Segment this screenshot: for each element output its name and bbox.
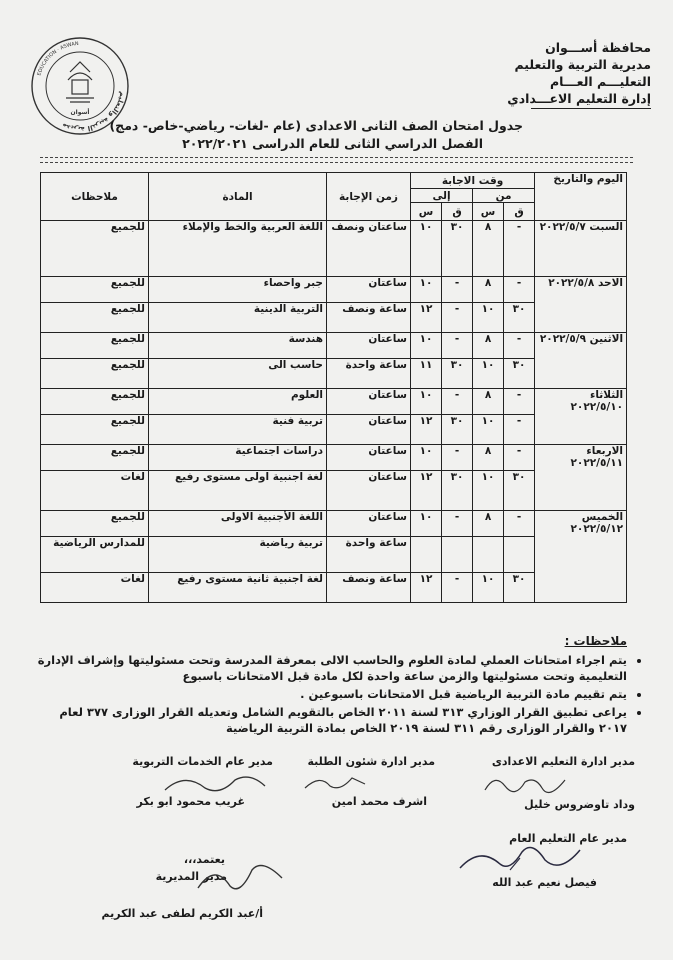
duration-cell: ساعتان (327, 333, 411, 359)
to-minute-cell (442, 537, 473, 573)
to-hour-cell (411, 537, 442, 573)
duration-cell: ساعتان (327, 277, 411, 303)
logo-ring-text-en: EDUCATION · ASWAN (36, 40, 79, 77)
note-item: • يتم تقييم مادة التربية الرياضية قبل الامتحانات باسبوعين . (34, 686, 627, 702)
header-day-date: اليوم والتاريخ (535, 173, 627, 221)
note-cell: للمدارس الرياضية (41, 537, 149, 573)
from-hour-cell: ١٠ (473, 471, 504, 511)
to-minute-cell: - (442, 389, 473, 415)
duration-cell: ساعتان (327, 511, 411, 537)
notes-title: ملاحظات : (564, 634, 627, 648)
header-governorate: محافظة أســـوان (545, 40, 651, 55)
signature-3-role: مدير عام الخدمات التربوية (132, 755, 273, 768)
table-row (41, 445, 627, 471)
table-row (41, 511, 627, 537)
signature-4-icon (450, 838, 590, 878)
from-minute-cell: ٣٠ (504, 359, 535, 389)
duration-cell: ساعة ونصف (327, 573, 411, 603)
from-hour-cell: ٨ (473, 445, 504, 471)
header-notes: ملاحظات (41, 173, 149, 221)
from-minute-cell: ٣٠ (504, 471, 535, 511)
subject-cell: جبر واحصاء (149, 277, 327, 303)
to-minute-cell: - (442, 303, 473, 333)
from-minute-cell (504, 537, 535, 573)
signature-1-role: مدير ادارة التعليم الاعدادى (491, 755, 635, 768)
to-hour-cell: ١٢ (411, 303, 442, 333)
subject-cell: اللغة العربية والخط والإملاء (149, 221, 327, 277)
logo-ring-text: مديرية التربية والتعليم (60, 90, 127, 134)
duration-cell: ساعتان (327, 445, 411, 471)
table-row (41, 389, 627, 415)
to-minute-cell: - (442, 511, 473, 537)
note-item: • يتم اجراء امتحانات العملي لمادة العلوم والحاسب الالى بمعرفة المدرسة وتحت مسئوليتها وإشراف الإدارة التعليمية وتحت مسئوليتها والزمن ساعة واحدة لكل مادة قبل الامتحانات باسبوع (34, 652, 627, 684)
signature-2-icon (300, 770, 370, 795)
duration-cell: ساعتان (327, 471, 411, 511)
from-hour-cell: ١٠ (473, 303, 504, 333)
header-from: من (473, 189, 535, 203)
table-row (41, 277, 627, 303)
signature-2-name: اشرف محمد امين (331, 795, 427, 808)
to-hour-cell: ١٢ (411, 573, 442, 603)
divider-top (40, 157, 633, 158)
signature-2-role: مدير ادارة شئون الطلبة (307, 755, 435, 768)
note-cell: للجميع (41, 359, 149, 389)
schedule-subtitle: الفصل الدراسي الثانى للعام الدراسى ٢٠٢٢/٢٠٢١ (182, 136, 483, 151)
day-date-cell: الثلاثاء ٢٠٢٢/٥/١٠ (535, 389, 627, 445)
table-row (41, 221, 627, 277)
approval-label: يعتمد،،، (183, 853, 225, 866)
header-subject: المادة (149, 173, 327, 221)
header-general-education: التعليـــم العـــام (549, 74, 651, 89)
header-directorate: مديرية التربية والتعليم (514, 57, 651, 72)
to-hour-cell: ١٠ (411, 277, 442, 303)
to-minute-cell: ٣٠ (442, 415, 473, 445)
note-cell: للجميع (41, 277, 149, 303)
note-item: • يراعى تطبيق القرار الوزاري ٣١٣ لسنة ٢٠١١ الخاص بالتقويم الشامل وتعديله القرار الوزارى ٣٧٧ لعام ٢٠١٧ والقرار الوزارى رقم ٣١١ لسنة ٢٠١٩ الخاص بمادة التربية الرياضية (34, 704, 627, 736)
subject-cell: العلوم (149, 389, 327, 415)
duration-cell: ساعة واحدة (327, 359, 411, 389)
from-minute-cell: - (504, 389, 535, 415)
header-duration: زمن الإجابة (327, 173, 411, 221)
signature-5-name: أ/عبد الكريم لطفى عبد الكريم (101, 907, 263, 920)
to-hour-cell: ١٠ (411, 389, 442, 415)
from-minute-cell: - (504, 277, 535, 303)
header-answer-time: وقت الاجابة (411, 173, 535, 189)
exam-schedule-table (40, 172, 627, 603)
day-date-cell: السبت ٢٠٢٢/٥/٧ (535, 221, 627, 277)
header-to: إلى (411, 189, 473, 203)
header-to-minute: ق (442, 203, 473, 221)
from-hour-cell: ٨ (473, 333, 504, 359)
schedule-body (41, 221, 627, 603)
to-hour-cell: ١١ (411, 359, 442, 389)
signature-1-icon (480, 768, 570, 798)
subject-cell: هندسة (149, 333, 327, 359)
logo-name: أسوان (70, 109, 90, 116)
note-cell: للجميع (41, 221, 149, 277)
note-cell: لغات (41, 573, 149, 603)
to-hour-cell: ١٠ (411, 511, 442, 537)
to-minute-cell: - (442, 277, 473, 303)
from-minute-cell: - (504, 221, 535, 277)
subject-cell: لغة اجنبية ثانية مستوى رفيع (149, 573, 327, 603)
subject-cell: دراسات اجتماعية (149, 445, 327, 471)
header-to-hour: س (411, 203, 442, 221)
duration-cell: ساعتان (327, 415, 411, 445)
to-minute-cell: ٣٠ (442, 359, 473, 389)
signature-3-icon (160, 770, 270, 798)
from-hour-cell (473, 537, 504, 573)
to-hour-cell: ١٠ (411, 445, 442, 471)
subject-cell: اللغة الأجنبية الاولى (149, 511, 327, 537)
note-cell: للجميع (41, 389, 149, 415)
header-from-minute: ق (504, 203, 535, 221)
note-cell: لغات (41, 471, 149, 511)
note-cell: للجميع (41, 511, 149, 537)
day-date-cell: الاثنين ٢٠٢٢/٥/٩ (535, 333, 627, 389)
signature-1-name: وداد تاوضروس خليل (524, 798, 635, 811)
to-hour-cell: ١٠ (411, 221, 442, 277)
from-hour-cell: ١٠ (473, 359, 504, 389)
notes-list (34, 652, 649, 738)
to-hour-cell: ١٢ (411, 471, 442, 511)
from-minute-cell: - (504, 511, 535, 537)
from-minute-cell: - (504, 445, 535, 471)
from-hour-cell: ٨ (473, 221, 504, 277)
to-minute-cell: - (442, 333, 473, 359)
subject-cell: تربية فنية (149, 415, 327, 445)
duration-cell: ساعة ونصف (327, 303, 411, 333)
from-hour-cell: ٨ (473, 389, 504, 415)
day-date-cell: الخميس ٢٠٢٢/٥/١٢ (535, 511, 627, 603)
subject-cell: حاسب الى (149, 359, 327, 389)
from-minute-cell: - (504, 415, 535, 445)
header-prep-administration: إدارة التعليم الاعـــدادي (507, 91, 651, 106)
svg-text:EDUCATION · ASWAN (36, 41, 79, 76)
note-cell: للجميع (41, 303, 149, 333)
from-minute-cell: - (504, 333, 535, 359)
to-hour-cell: ١٢ (411, 415, 442, 445)
divider-bottom (40, 162, 633, 163)
from-minute-cell: ٣٠ (504, 303, 535, 333)
note-cell: للجميع (41, 415, 149, 445)
from-minute-cell: ٣٠ (504, 573, 535, 603)
header-from-hour: س (473, 203, 504, 221)
from-hour-cell: ٨ (473, 277, 504, 303)
signature-4-role: مدير عام التعليم العام (509, 832, 627, 845)
schedule-title: جدول امتحان الصف الثانى الاعدادى (عام -لغات- رياضي-خاص- دمج) (109, 118, 523, 133)
duration-cell: ساعتان (327, 389, 411, 415)
subject-cell: لغة اجنبية اولى مستوى رفيع (149, 471, 327, 511)
note-cell: للجميع (41, 445, 149, 471)
signature-5-icon (190, 858, 290, 898)
day-date-cell: الاحد ٢٠٢٢/٥/٨ (535, 277, 627, 333)
duration-cell: ساعتان ونصف (327, 221, 411, 277)
to-minute-cell: - (442, 445, 473, 471)
note-cell: للجميع (41, 333, 149, 359)
signature-5-role: مدير المديرية (155, 870, 227, 883)
duration-cell: ساعة واحدة (327, 537, 411, 573)
to-hour-cell: ١٠ (411, 333, 442, 359)
signature-4-name: فيصل نعيم عبد الله (492, 876, 597, 889)
from-hour-cell: ٨ (473, 511, 504, 537)
subject-cell: التربية الدينية (149, 303, 327, 333)
to-minute-cell: ٣٠ (442, 221, 473, 277)
to-minute-cell: ٣٠ (442, 471, 473, 511)
day-date-cell: الاربعاء ٢٠٢٢/٥/١١ (535, 445, 627, 511)
from-hour-cell: ١٠ (473, 415, 504, 445)
signature-3-name: غريب محمود ابو بكر (136, 795, 245, 808)
subject-cell: تربية رياضية (149, 537, 327, 573)
header-underline (531, 108, 651, 109)
from-hour-cell: ١٠ (473, 573, 504, 603)
to-minute-cell: - (442, 573, 473, 603)
table-row (41, 333, 627, 359)
